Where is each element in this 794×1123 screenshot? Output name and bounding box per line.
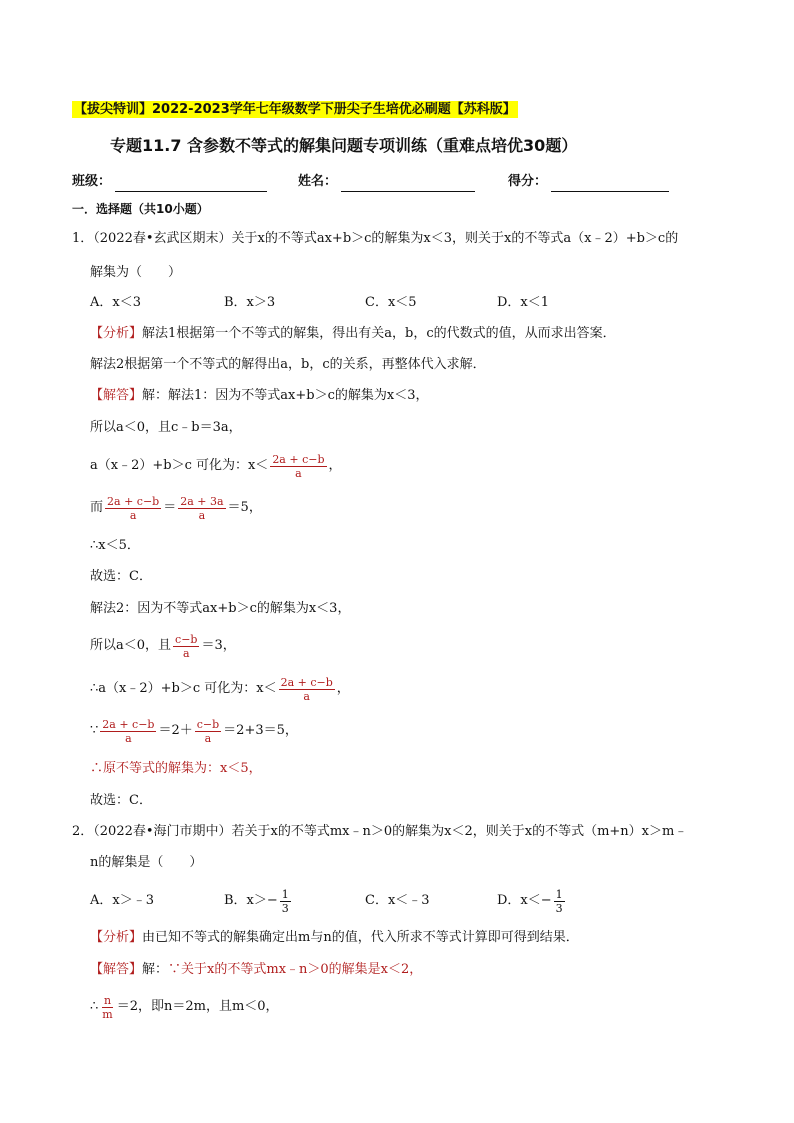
- q1-step2: [90, 450, 342, 482]
- answer-intro-pre: 解：: [142, 962, 169, 977]
- q1-analysis-line1: [90, 324, 616, 344]
- step-text: a（x﹣2）+b＞c 可化为：x＜: [90, 458, 269, 473]
- q1-method2-step5: 故选：C．: [90, 793, 152, 808]
- fraction: [178, 495, 225, 522]
- numerator: n: [103, 993, 112, 1007]
- fraction: [280, 888, 291, 915]
- class-field: [72, 172, 267, 192]
- fraction: [100, 994, 114, 1021]
- analysis-text: 由已知不等式的解集确定出m与n的值，代入所求不等式计算即可得到结果．: [142, 930, 579, 945]
- step-text: 所以a＜0，且: [90, 638, 172, 653]
- q2-stem-line1: 2．（2022春•海门市期中）若关于x的不等式mx﹣n＞0的解集为x＜2，则关于x的不等式（m+n）x＞m﹣: [72, 824, 688, 839]
- answer-intro-text: 解：解法1：因为不等式ax+b＞c的解集为x＜3，: [142, 388, 429, 403]
- q2-option-c: C．x＜﹣3: [365, 893, 430, 908]
- q1-method2-step3: [90, 715, 298, 747]
- q1-option-a: A．x＜3: [90, 295, 141, 310]
- denominator: a: [198, 508, 206, 522]
- step-text: ∵: [90, 723, 99, 738]
- answer-intro-text: ∵关于x的不等式mx﹣n＞0的解集是x＜2，: [168, 962, 423, 977]
- answer-tag: 【解答】: [90, 388, 143, 403]
- q1-analysis-line2: 解法2根据第一个不等式的解得出a，b，c的关系，再整体代入求解．: [90, 357, 486, 372]
- q2-option-b: [224, 888, 365, 915]
- denominator: 3: [555, 901, 563, 915]
- analysis-text: 解法1根据第一个不等式的解集，得出有关a，b，c的代数式的值，从而求出答案．: [142, 326, 616, 341]
- denominator: a: [182, 646, 190, 660]
- fraction: [173, 633, 199, 660]
- denominator: a: [125, 731, 132, 745]
- q1-option-b: B．x＞3: [224, 295, 276, 310]
- step-end: ＝5，: [227, 500, 262, 515]
- header-banner: [72, 100, 518, 120]
- name-label: 姓名：: [298, 174, 338, 189]
- denominator: a: [129, 508, 137, 522]
- analysis-tag: 【分析】: [90, 326, 143, 341]
- q2-step1: [90, 990, 279, 1024]
- page-title: 专题11.7 含参数不等式的解集问题专项训练（重难点培优30题）: [110, 136, 578, 155]
- analysis-tag: 【分析】: [90, 930, 143, 945]
- step-end: ，: [328, 458, 342, 473]
- q1-method2-step4: ∴原不等式的解集为：x＜5，: [90, 761, 262, 776]
- q2-stem-line2: n的解集是（ ）: [90, 855, 203, 870]
- numerator: 2a + c−b: [272, 452, 325, 466]
- q1-answer-intro: [90, 386, 428, 406]
- numerator: 1: [281, 887, 289, 901]
- step-text: ∴: [90, 999, 99, 1014]
- name-blank: [341, 177, 475, 192]
- q1-option-c: C．x＜5: [365, 295, 417, 310]
- q2-option-d: [497, 888, 567, 915]
- q1-stem-line2: 解集为（ ）: [90, 265, 182, 280]
- q1-stem-line1: 1．（2022春•玄武区期末）关于x的不等式ax+b＞c的解集为x＜3，则关于x的不等式a（x﹣2）+b＞c的: [72, 231, 679, 246]
- denominator: a: [204, 731, 212, 745]
- denominator: a: [303, 689, 310, 703]
- step-end: ＝2，即n＝2m，且m＜0，: [116, 999, 279, 1014]
- step-text: 而: [90, 500, 104, 515]
- score-blank: [551, 177, 669, 192]
- q1-option-d: D．x＜1: [497, 295, 550, 310]
- q1-method2-step2: [90, 673, 350, 705]
- step-end: ，: [336, 681, 350, 696]
- score-label: 得分：: [508, 174, 548, 189]
- fraction: [105, 495, 161, 522]
- q2-option-a: A．x＞﹣3: [90, 893, 154, 908]
- fraction: [100, 718, 156, 745]
- q2-answer-intro: [90, 960, 422, 980]
- step-end: ＝3，: [201, 638, 236, 653]
- numerator: 1: [555, 887, 563, 901]
- numerator: 2a + c−b: [280, 675, 333, 689]
- option-b-text: B．x＞−: [224, 893, 278, 908]
- step-text: ＝: [163, 500, 177, 515]
- numerator: 2a + c−b: [102, 717, 155, 731]
- q1-step5: 故选：C．: [90, 569, 152, 584]
- fraction: [270, 453, 326, 480]
- denominator: m: [102, 1007, 113, 1021]
- step-text: ∴a（x﹣2）+b＞c 可化为：x＜: [90, 681, 277, 696]
- section-heading: 一．选择题（共10小题）: [72, 202, 209, 216]
- numerator: 2a + 3a: [180, 494, 224, 508]
- answer-tag: 【解答】: [90, 962, 143, 977]
- step-end: ＝2+3＝5，: [223, 723, 298, 738]
- fraction: [195, 718, 221, 745]
- score-field: [508, 172, 669, 192]
- numerator: 2a + c−b: [107, 494, 160, 508]
- denominator: 3: [281, 901, 289, 915]
- option-d-text: D．x＜−: [497, 893, 552, 908]
- q2-options: [90, 885, 567, 917]
- q1-step4: ∴x＜5．: [90, 538, 140, 553]
- fraction: [279, 676, 335, 703]
- numerator: c−b: [175, 632, 198, 646]
- banner-text: 【拔尖特训】2022-2023学年七年级数学下册尖子生培优必刷题【苏科版】: [74, 102, 516, 117]
- class-blank: [115, 177, 267, 192]
- numerator: c−b: [196, 717, 220, 731]
- step-text: ＝2＋: [158, 723, 193, 738]
- q2-analysis: [90, 928, 579, 948]
- denominator: a: [295, 466, 302, 480]
- q1-step3: [90, 492, 262, 524]
- class-label: 班级：: [72, 174, 112, 189]
- name-field: [298, 172, 475, 192]
- q1-step1: 所以a＜0，且c﹣b＝3a，: [90, 420, 242, 435]
- q1-method2-step1: [90, 630, 236, 662]
- fraction: [554, 888, 565, 915]
- q1-method2-intro: 解法2：因为不等式ax+b＞c的解集为x＜3，: [90, 601, 351, 616]
